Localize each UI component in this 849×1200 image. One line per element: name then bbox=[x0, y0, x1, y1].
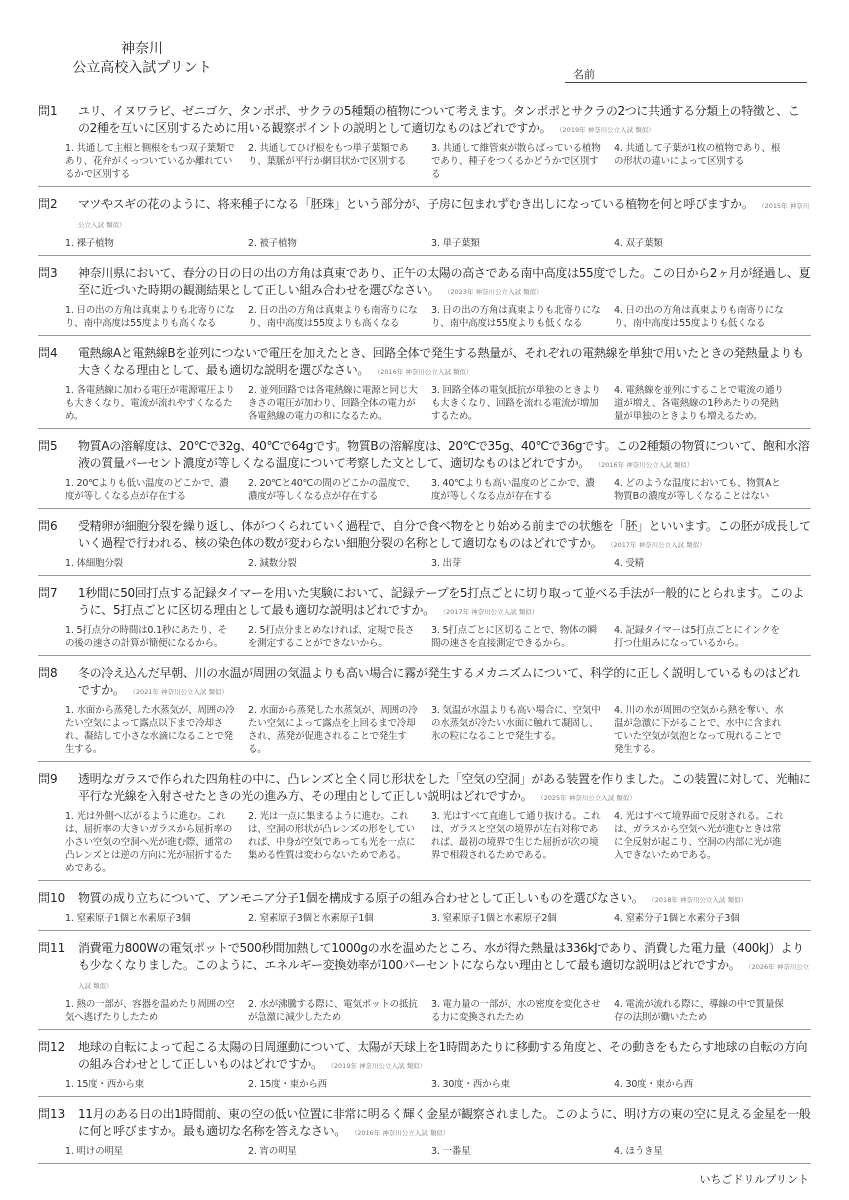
answer-choice[interactable]: 1. 光は外側へ広がるように進む。これは、屈折率の大きいガラスから屈折率の小さい空気の空洞へ光が進む際、通常の凸レンズとは逆の方向に光が屈折するためである。 bbox=[65, 811, 233, 874]
question-row bbox=[38, 940, 811, 995]
choice-list bbox=[65, 810, 811, 875]
answer-choice[interactable]: 4. 受精 bbox=[614, 558, 645, 569]
question-block bbox=[38, 345, 811, 429]
question-block bbox=[38, 665, 811, 762]
question-text: 11月のある日の出1時間前、東の空の低い位置に非常に明るく輝く金星が観察されました。このように、明け方の東の空に見える金星を一般に何と呼びますか。最も適切な名称を答えなさい。 bbox=[78, 1107, 811, 1138]
answer-choice[interactable]: 4. 窒素分子1個と水素分子3個 bbox=[614, 913, 740, 924]
choice-list bbox=[65, 557, 811, 570]
answer-choice[interactable]: 1. 裸子植物 bbox=[65, 238, 114, 249]
question-block bbox=[38, 518, 811, 576]
answer-choice[interactable]: 3. 気温が水温よりも高い場合に、空気中の水蒸気が冷たい水面に触れて凝固し、氷の粒になることで発生する。 bbox=[431, 705, 601, 742]
choice-list bbox=[65, 1078, 811, 1091]
question-source: （2016年 神奈川公立入試 類似） bbox=[597, 461, 694, 469]
question-text: 神奈川県において、春分の日の日の出の方角は真東であり、正午の太陽の高さである南中高度は55度でした。この日から2ヶ月が経過し、夏至に近づいた時期の観測結果として正しい組み合わせを選びなさい。 bbox=[78, 266, 811, 297]
answer-choice[interactable]: 2. 光は一点に集まるように進む。これは、空洞の形状が凸レンズの形をしていれば、中身が空気であっても光を一点に集める性質は変わらないためである。 bbox=[248, 811, 416, 861]
answer-choice[interactable]: 3. 単子葉類 bbox=[431, 238, 480, 249]
question-text: マツやスギの花のように、将来種子になる「胚珠」という部分が、子房に包まれずむき出しになっている植物を何と呼びますか。 bbox=[78, 197, 754, 211]
answer-choice[interactable]: 2. 水面から蒸発した水蒸気が、周囲の冷たい空気によって露点を上回るまで冷却され、蒸発が促進されることで発生する。 bbox=[248, 705, 418, 755]
name-label: 名前 bbox=[573, 68, 595, 81]
question-block bbox=[38, 103, 811, 187]
question-text-wrap bbox=[78, 1039, 811, 1075]
choice-list bbox=[65, 142, 811, 181]
question-row bbox=[38, 1039, 811, 1075]
question-number: 問9 bbox=[38, 772, 58, 786]
question-text: 受精卵が細胞分裂を繰り返し、体がつくられていく過程で、自分で食べ物をとり始める前までの状態を「胚」といいます。この胚が成長していく過程で行われる、核の染色体の数が変わらない細胞分裂の名称として適切なものはどれですか。 bbox=[78, 519, 811, 550]
question-text-wrap bbox=[78, 890, 811, 909]
question-source: （2021年 神奈川公立入試 類似） bbox=[132, 688, 229, 696]
question-text: 地球の自転によって起こる太陽の日周運動について、太陽が天球上を1時間あたりに移動する角度と、その動きをもたらす地球の自転の方向の組み合わせとして正しいものはどれですか。 bbox=[78, 1040, 808, 1071]
question-source: （2019年 神奈川公立入試 類似） bbox=[330, 1062, 427, 1070]
question-number: 問10 bbox=[38, 891, 66, 905]
answer-choice[interactable]: 1. 体細胞分裂 bbox=[65, 558, 123, 569]
page-title bbox=[62, 40, 222, 78]
name-field[interactable] bbox=[565, 62, 807, 83]
answer-choice[interactable]: 3. 回路全体の電気抵抗が単独のときよりも大きくなり、回路を流れる電流が増加するため。 bbox=[431, 385, 601, 422]
question-number: 問11 bbox=[38, 941, 66, 955]
answer-choice[interactable]: 4. どのような温度においても、物質Aと物質Bの濃度が等しくなることはない bbox=[614, 478, 781, 502]
choice-list bbox=[65, 304, 811, 330]
answer-choice[interactable]: 3. 出芽 bbox=[431, 558, 462, 569]
question-source: （2023年 神奈川公立入試 類似） bbox=[447, 288, 543, 296]
question-block bbox=[38, 585, 811, 656]
question-row bbox=[38, 265, 811, 301]
answer-choice[interactable]: 3. 30度・西から東 bbox=[431, 1079, 510, 1090]
question-number: 問3 bbox=[38, 266, 58, 280]
answer-choice[interactable]: 3. 日の出の方角は真東よりも北寄りになり、南中高度は55度よりも低くなる bbox=[431, 305, 601, 329]
question-text-wrap bbox=[78, 771, 811, 807]
answer-choice[interactable]: 2. 宵の明星 bbox=[248, 1146, 297, 1157]
question-row bbox=[38, 585, 811, 621]
question-text-wrap bbox=[78, 585, 811, 621]
question-source: （2018年 神奈川公立入試 類似） bbox=[651, 896, 747, 904]
answer-choice[interactable]: 1. 20℃よりも低い温度のどこかで、濃度が等しくなる点が存在する bbox=[65, 478, 229, 502]
question-row bbox=[38, 345, 811, 381]
question-number: 問2 bbox=[38, 197, 58, 211]
answer-choice[interactable]: 2. 5打点分まとめなければ、定規で長さを測定することができないから。 bbox=[248, 625, 415, 649]
answer-choice[interactable]: 4. 日の出の方角は真東よりも南寄りになり、南中高度は55度よりも低くなる bbox=[614, 305, 784, 329]
question-block bbox=[38, 771, 811, 881]
question-text-wrap bbox=[78, 196, 811, 234]
question-block bbox=[38, 940, 811, 1030]
question-text-wrap bbox=[78, 265, 811, 301]
question-number: 問12 bbox=[38, 1040, 66, 1054]
question-text: 電熱線Aと電熱線Bを並列につないで電圧を加えたとき、回路全体で発生する熱量が、それぞれの電熱線を単独で用いたときの発熱量よりも大きくなる理由として、最も適切な説明を選びなさい。 bbox=[78, 346, 804, 377]
title-prefecture: 神奈川 bbox=[121, 41, 163, 57]
answer-choice[interactable]: 2. 窒素原子3個と水素原子1個 bbox=[248, 913, 374, 924]
answer-choice[interactable]: 3. 一番星 bbox=[431, 1146, 471, 1157]
choice-list bbox=[65, 477, 811, 503]
question-number: 問5 bbox=[38, 439, 58, 453]
answer-choice[interactable]: 3. 窒素原子1個と水素原子2個 bbox=[431, 913, 557, 924]
choice-list bbox=[65, 624, 811, 650]
answer-choice[interactable]: 1. 明けの明星 bbox=[65, 1146, 123, 1157]
answer-choice[interactable]: 2. 減数分裂 bbox=[248, 558, 297, 569]
question-block bbox=[38, 196, 811, 256]
question-source: （2019年 神奈川公立入試 類似） bbox=[559, 126, 655, 134]
answer-choice[interactable]: 3. 40℃よりも高い温度のどこかで、濃度が等しくなる点が存在する bbox=[431, 478, 595, 502]
choice-list bbox=[65, 998, 811, 1024]
question-text: 物質の成り立ちについて、アンモニア分子1個を構成する原子の組み合わせとして正しいものを選びなさい。 bbox=[78, 891, 644, 905]
question-source: （2016年 神奈川公立入試 類似） bbox=[377, 368, 473, 376]
answer-choice[interactable]: 4. 電熱線を並列にすることで電流の通り道が増え、各電熱線の1秒あたりの発熱量が単独のときよりも増えるため。 bbox=[614, 385, 784, 422]
question-text: 冬の冷え込んだ早朝、川の水温が周囲の気温よりも高い場合に霧が発生するメカニズムについて、科学的に正しく説明しているものはどれですか。 bbox=[78, 666, 800, 697]
question-row bbox=[38, 890, 811, 909]
choice-list bbox=[65, 384, 811, 423]
question-row bbox=[38, 1106, 811, 1142]
answer-choice[interactable]: 4. 川の水が周囲の空気から熱を奪い、水温が急激に下がることで、水中に含まれていた空気が気泡となって現れることで発生する。 bbox=[614, 705, 784, 755]
answer-choice[interactable]: 1. 15度・西から東 bbox=[65, 1079, 144, 1090]
answer-choice[interactable]: 4. 記録タイマーは5打点ごとにインクを打つ仕組みになっているから。 bbox=[614, 625, 780, 649]
question-text-wrap bbox=[78, 940, 811, 995]
question-source: （2017年 神奈川公立入試 類似） bbox=[610, 541, 706, 549]
question-text: 消費電力800Wの電気ポットで500秒間加熱して1000gの水を温めたところ、水が得た熱量は336kJであり、消費した電力量（400kJ）よりも少なくなりました。このように、エネルギー変換効率が100パーセントにならない理由として最も適切な説明はどれですか。 bbox=[78, 941, 804, 972]
answer-choice[interactable]: 3. 5打点ごとに区切ることで、物体の瞬間の速さを直接測定できるから。 bbox=[431, 625, 597, 649]
question-text: 物質Aの溶解度は、20℃で32g、40℃で64gです。物質Bの溶解度は、20℃で35g、40℃で36gです。この2種類の物質について、飽和水溶液の質量パーセント濃度が等しくなる温度について考察した文として、適切なものはどれですか。 bbox=[78, 439, 810, 470]
answer-choice[interactable]: 2. 水が沸騰する際に、電気ポットの抵抗が急激に減少したため bbox=[248, 999, 418, 1023]
question-number: 問4 bbox=[38, 346, 58, 360]
question-block bbox=[38, 265, 811, 336]
question-text-wrap bbox=[78, 103, 811, 139]
answer-choice[interactable]: 2. 15度・東から西 bbox=[248, 1079, 327, 1090]
answer-choice[interactable]: 1. 5打点分の時間は0.1秒にあたり、その後の速さの計算が簡便になるから。 bbox=[65, 625, 228, 649]
question-row bbox=[38, 103, 811, 139]
question-text-wrap bbox=[78, 665, 811, 701]
choice-list bbox=[65, 237, 811, 250]
choice-list bbox=[65, 1145, 811, 1158]
question-number: 問7 bbox=[38, 586, 58, 600]
question-row bbox=[38, 518, 811, 554]
choice-list bbox=[65, 912, 811, 925]
question-text-wrap bbox=[78, 438, 811, 474]
answer-choice[interactable]: 4. ほうき星 bbox=[614, 1146, 663, 1157]
question-number: 問1 bbox=[38, 104, 58, 118]
question-number: 問8 bbox=[38, 666, 58, 680]
answer-choice[interactable]: 3. 電力量の一部が、水の密度を変化させる力に変換されたため bbox=[431, 999, 601, 1023]
question-text: 1秒間に50回打点する記録タイマーを用いた実験において、記録テープを5打点ごとに切り取って並べる手法が一般的にとられます。このように、5打点ごとに区切る理由として最も適切な説明はどれですか。 bbox=[78, 586, 805, 617]
answer-choice[interactable]: 4. 電流が流れる際に、導線の中で質量保存の法則が働いたため bbox=[614, 999, 784, 1023]
answer-choice[interactable]: 1. 共通して主根と側根をもつ双子葉類であり、花弁がくっついているか離れているかで区別する bbox=[65, 143, 235, 180]
answer-choice[interactable]: 2. 被子植物 bbox=[248, 238, 297, 249]
answer-choice[interactable]: 2. 20℃と40℃の間のどこかの温度で、濃度が等しくなる点が存在する bbox=[248, 478, 416, 502]
answer-choice[interactable]: 1. 各電熱線に加わる電圧が電源電圧よりも大きくなり、電流が流れやすくなるため。 bbox=[65, 385, 235, 422]
question-block bbox=[38, 890, 811, 931]
answer-choice[interactable]: 4. 共通して子葉が1枚の植物であり、根の形状の違いによって区別する bbox=[614, 143, 781, 167]
answer-choice[interactable]: 1. 熱の一部が、容器を温めたり周囲の空気へ逃げたりしたため bbox=[65, 999, 235, 1023]
question-source: （2015年 神奈川公立入試 類似） bbox=[78, 202, 810, 229]
answer-choice[interactable]: 4. 30度・東から西 bbox=[614, 1079, 693, 1090]
answer-choice[interactable]: 2. 日の出の方角は真東よりも南寄りになり、南中高度は55度よりも高くなる bbox=[248, 305, 418, 329]
question-source: （2025年 神奈川公立入試 類似） bbox=[540, 794, 636, 802]
question-number: 問6 bbox=[38, 519, 58, 533]
question-list bbox=[38, 103, 811, 1173]
answer-choice[interactable]: 3. 光はすべて直進して通り抜ける。これは、ガラスと空気の境界が左右対称であれば、最初の境界で生じた屈折が次の境界で相殺されるためである。 bbox=[431, 811, 601, 861]
question-source: （2017年 神奈川公立入試 類似） bbox=[442, 608, 539, 616]
question-text: 透明なガラスで作られた四角柱の中に、凸レンズと全く同じ形状をした「空気の空洞」がある装置を作りました。この装置に対して、光軸に平行な光線を入射させたときの光の進み方、その理由として正しい説明はどれですか。 bbox=[78, 772, 811, 803]
choice-list bbox=[65, 704, 811, 756]
answer-choice[interactable]: 2. 並列回路では各電熱線に電源と同じ大きさの電圧が加わり、回路全体の電力が各電熱線の電力の和になるため。 bbox=[248, 385, 418, 422]
question-block bbox=[38, 1039, 811, 1097]
question-number: 問13 bbox=[38, 1107, 66, 1121]
answer-choice[interactable]: 3. 共通して維管束が散らばっている植物であり、種子をつくるかどうかで区別する bbox=[431, 143, 601, 180]
question-text-wrap bbox=[78, 1106, 811, 1142]
question-row bbox=[38, 438, 811, 474]
question-text-wrap bbox=[78, 518, 811, 554]
title-main: 公立高校入試プリント bbox=[72, 60, 212, 76]
question-text: ユリ、イヌワラビ、ゼニゴケ、タンポポ、サクラの5種類の植物について考えます。タンポポとサクラの2つに共通する分類上の特徴と、この2種を互いに区別するために用いる観察ポイントの説明として適切なものはどれですか。 bbox=[78, 104, 800, 135]
question-row bbox=[38, 196, 811, 234]
question-source: （2016年 神奈川公立入試 類似） bbox=[353, 1129, 450, 1137]
question-row bbox=[38, 771, 811, 807]
question-text-wrap bbox=[78, 345, 811, 381]
question-block bbox=[38, 438, 811, 509]
question-row bbox=[38, 665, 811, 701]
answer-choice[interactable]: 2. 共通してひげ根をもつ単子葉類であり、葉脈が平行か網目状かで区別する bbox=[248, 143, 409, 167]
question-block bbox=[38, 1106, 811, 1164]
answer-choice[interactable]: 4. 双子葉類 bbox=[614, 238, 663, 249]
answer-choice[interactable]: 4. 光はすべて境界面で反射される。これは、ガラスから空気へ光が進むときは常に全反射が起こり、空洞の内部に光が進入できないためである。 bbox=[614, 811, 784, 861]
answer-choice[interactable]: 1. 窒素原子1個と水素原子3個 bbox=[65, 913, 191, 924]
footer-brand: いちごドリルプリント bbox=[699, 1173, 809, 1186]
answer-choice[interactable]: 1. 日の出の方角は真東よりも北寄りになり、南中高度は55度よりも高くなる bbox=[65, 305, 235, 329]
question-source: （2026年 神奈川公立入試 類似） bbox=[78, 963, 810, 990]
answer-choice[interactable]: 1. 水面から蒸発した水蒸気が、周囲の冷たい空気によって露点以下まで冷却され、凝結して小さな水滴になることで発生する。 bbox=[65, 705, 235, 755]
